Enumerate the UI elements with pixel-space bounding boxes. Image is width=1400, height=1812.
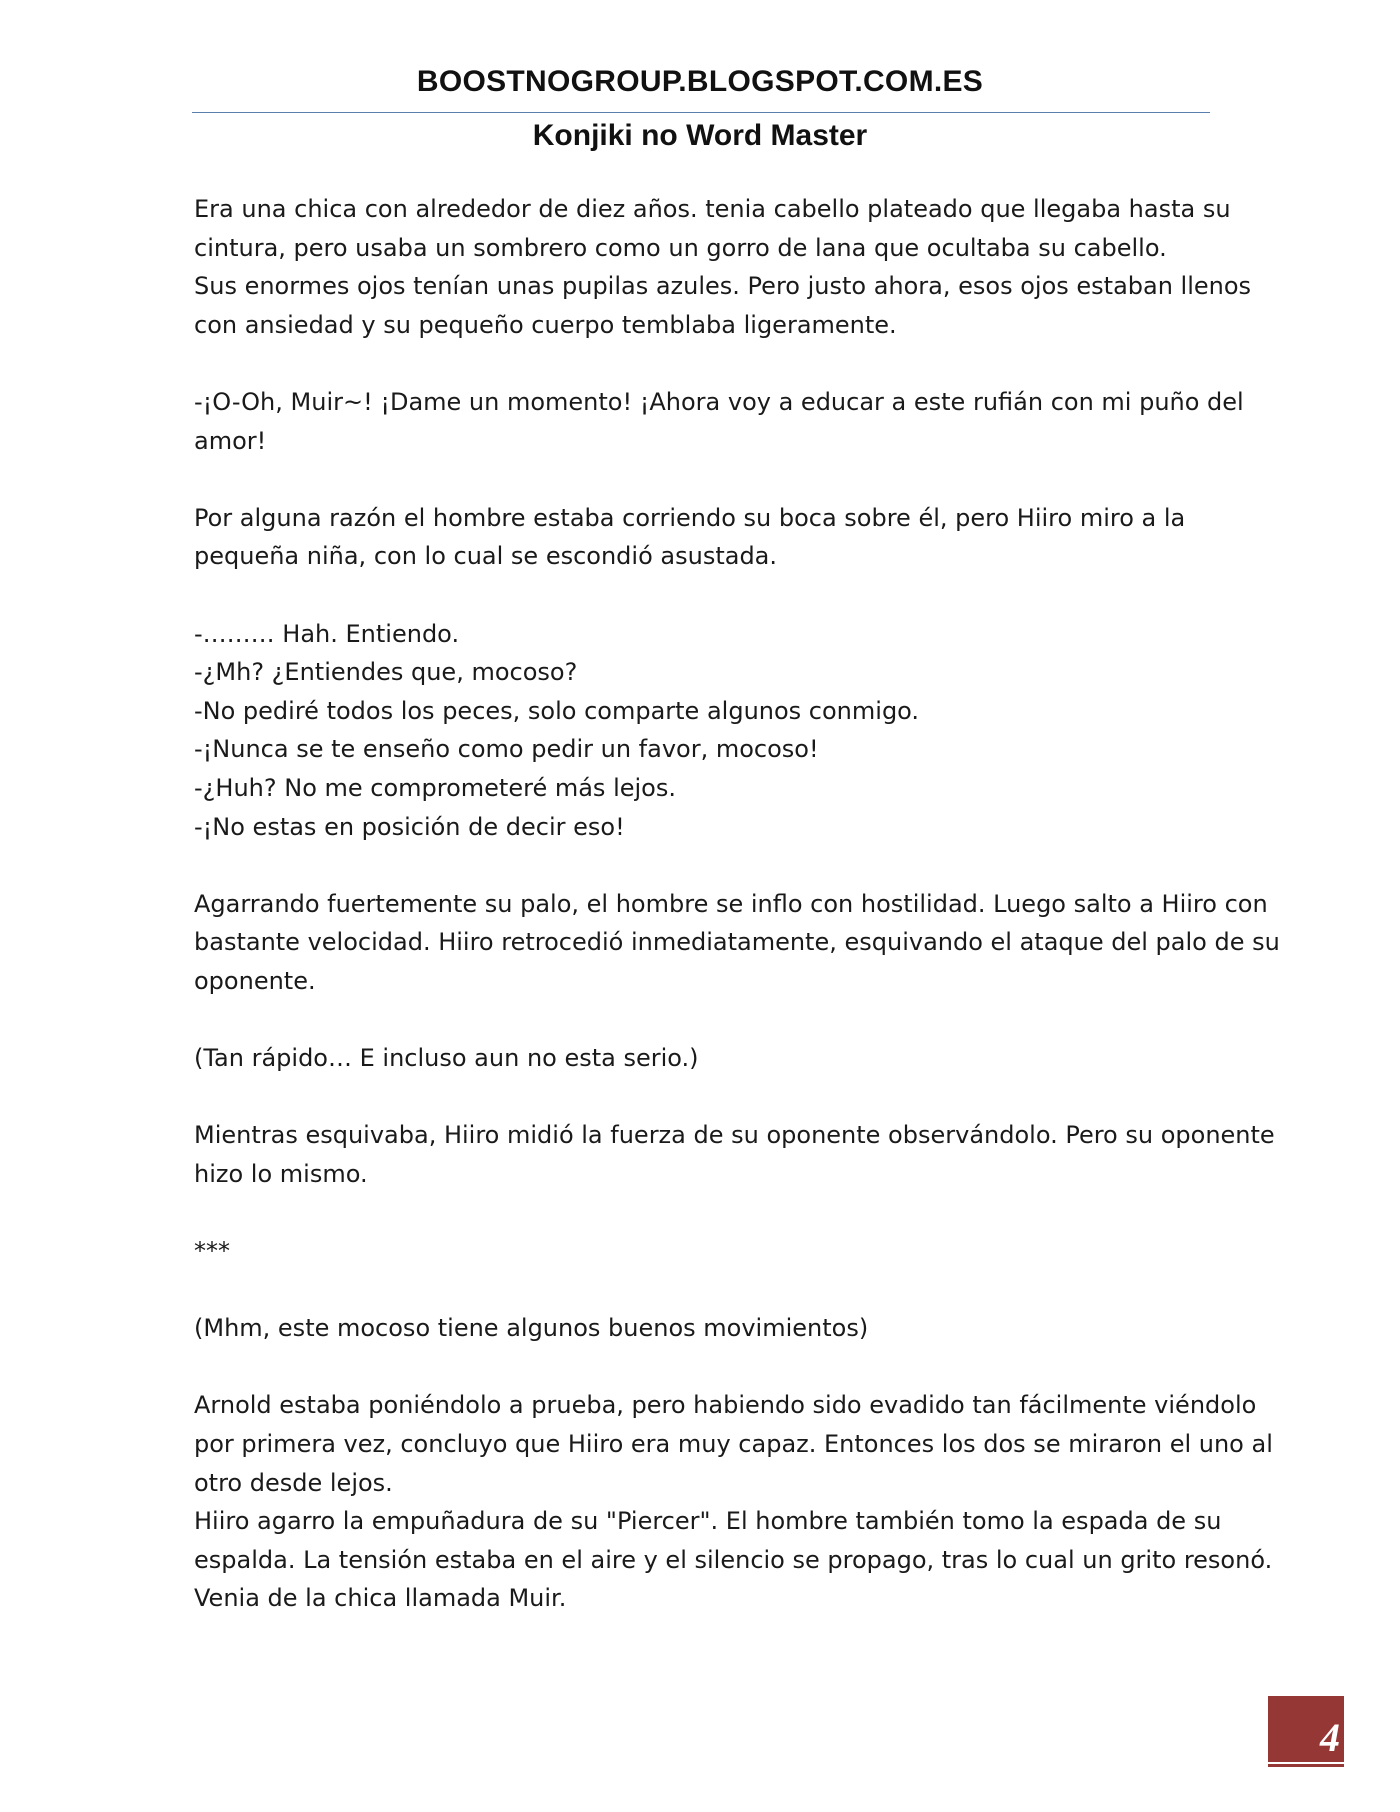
text-line: -¿Huh? No me comprometeré más lejos. xyxy=(194,773,676,802)
text-line: -……… Hah. Entiendo. xyxy=(194,619,460,648)
blank-line xyxy=(194,1271,1224,1310)
header-site-name: BOOSTNOGROUP.BLOGSPOT.COM.ES xyxy=(416,65,984,98)
text-line: Hiiro agarro la empuñadura de su "Piercer". El hombre también tomo la espada de su xyxy=(194,1507,1222,1536)
text-line: Mientras esquivaba, Hiiro midió la fuerza de su oponente observándolo. Pero su oponente xyxy=(194,1121,1275,1150)
document-title: Konjiki no Word Master xyxy=(532,119,868,152)
page-number-underline xyxy=(1268,1764,1344,1767)
text-line: *** xyxy=(194,1237,230,1266)
page-number-badge xyxy=(1268,1696,1344,1762)
text-line: cintura, pero usaba un sombrero como un gorro de lana que ocultaba su cabello. xyxy=(194,233,1167,262)
text-line: -¡No estas en posición de decir eso! xyxy=(194,812,625,841)
text-line: amor! xyxy=(194,426,267,455)
blank-line xyxy=(194,576,1224,615)
text-line: -¡O-Oh, Muir~! ¡Dame un momento! ¡Ahora voy a educar a este rufián con mi puño del xyxy=(194,387,1244,416)
text-line: bastante velocidad. Hiiro retrocedió inmediatamente, esquivando el ataque del palo de su xyxy=(194,928,1280,957)
blank-line xyxy=(194,846,1224,885)
text-line: otro desde lejos. xyxy=(194,1468,393,1497)
text-line: Sus enormes ojos tenían unas pupilas azules. Pero justo ahora, esos ojos estaban llenos xyxy=(194,272,1252,301)
text-line: (Tan rápido… E incluso aun no esta serio.) xyxy=(194,1044,699,1073)
text-line: hizo lo mismo. xyxy=(194,1159,368,1188)
text-line: Arnold estaba poniéndolo a prueba, pero habiendo sido evadido tan fácilmente viéndolo xyxy=(194,1391,1257,1420)
blank-line xyxy=(194,1193,1224,1232)
blank-line xyxy=(194,1000,1224,1039)
blank-line xyxy=(194,1078,1224,1117)
blank-line xyxy=(194,460,1224,499)
blank-line xyxy=(194,1348,1224,1387)
page-number: 4 xyxy=(1320,1715,1340,1760)
text-line: Era una chica con alrededor de diez años. tenia cabello plateado que llegaba hasta su xyxy=(194,195,1231,223)
text-line: por primera vez, concluyo que Hiiro era muy capaz. Entonces los dos se miraron el uno al xyxy=(194,1430,1273,1458)
text-line: Por alguna razón el hombre estaba corriendo su boca sobre él, pero Hiiro miro a la xyxy=(194,503,1186,532)
text-line: -¡Nunca se te enseño como pedir un favor, mocoso! xyxy=(194,735,819,764)
text-line: -¿Mh? ¿Entiendes que, mocoso? xyxy=(194,658,578,687)
text-line: oponente. xyxy=(194,966,316,995)
text-line: Venia de la chica llamada Muir. xyxy=(194,1584,567,1613)
text-line: (Mhm, este mocoso tiene algunos buenos movimientos) xyxy=(194,1314,869,1343)
text-line: pequeña niña, con lo cual se escondió asustada. xyxy=(194,542,778,571)
text-line: -No pediré todos los peces, solo comparte algunos conmigo. xyxy=(194,696,920,725)
text-line: espalda. La tensión estaba en el aire y el silencio se propago, tras lo cual un grito resonó. xyxy=(194,1545,1273,1574)
body-text xyxy=(194,190,1280,1618)
blank-line xyxy=(194,344,1224,383)
text-line: Agarrando fuertemente su palo, el hombre se inflo con hostilidad. Luego salto a Hiiro con xyxy=(194,889,1268,918)
header-divider xyxy=(192,112,1210,113)
text-line: con ansiedad y su pequeño cuerpo temblaba ligeramente. xyxy=(194,310,897,339)
